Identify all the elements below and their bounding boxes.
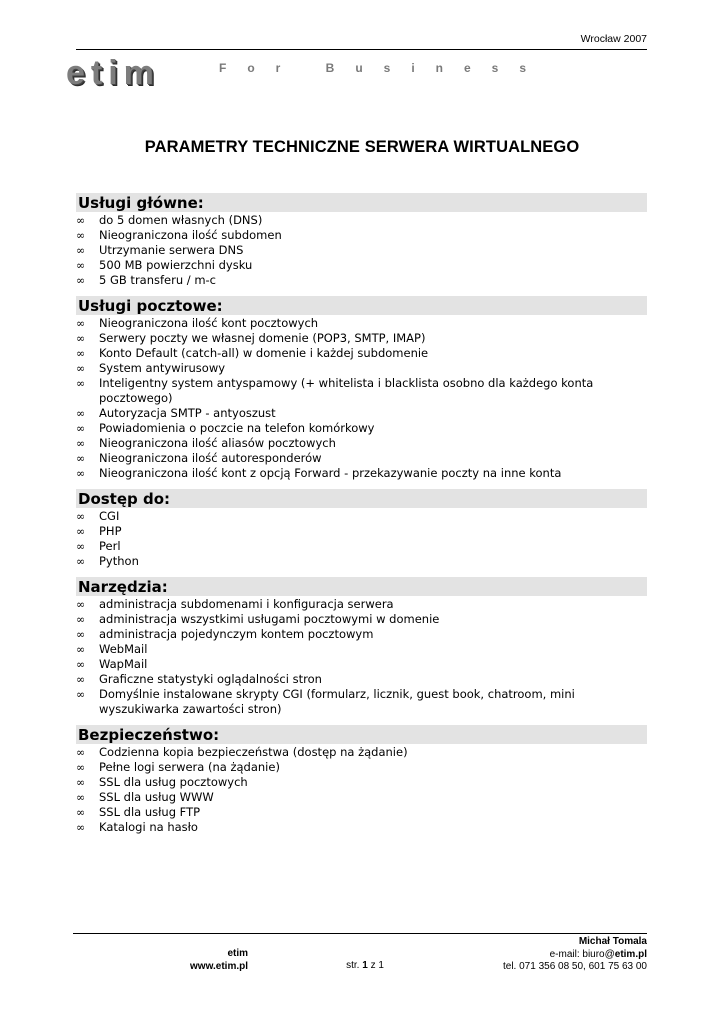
infinity-bullet-icon: ∞ <box>76 613 86 626</box>
page-title: PARAMETRY TECHNICZNE SERWERA WIRTUALNEGO <box>144 138 580 156</box>
list-item-text: PHP <box>99 524 122 538</box>
list-item <box>76 760 647 775</box>
page-of: z <box>370 960 376 971</box>
document-body <box>76 193 647 843</box>
infinity-bullet-icon: ∞ <box>76 229 86 242</box>
list-item-text: Domyślnie instalowane skrypty CGI (formularz, licznik, guest book, chatroom, mini wyszukiwarka zawartości stron) <box>99 687 575 716</box>
list-item <box>76 820 647 835</box>
page-date: Wrocław 2007 <box>580 33 647 45</box>
list-item-text: 5 GB transferu / m-c <box>99 273 216 287</box>
list-item <box>76 597 647 612</box>
infinity-bullet-icon: ∞ <box>76 377 86 390</box>
list-item-text: SSL dla usług FTP <box>99 805 201 819</box>
list-item-text: WapMail <box>99 657 148 671</box>
infinity-bullet-icon: ∞ <box>76 259 86 272</box>
list-item <box>76 672 647 687</box>
list-item <box>76 805 647 820</box>
section-heading: Dostęp do: <box>76 489 647 508</box>
list-item <box>76 657 647 672</box>
list-item <box>76 687 647 717</box>
infinity-bullet-icon: ∞ <box>76 525 86 538</box>
list-item-text: CGI <box>99 509 120 523</box>
list-item <box>76 376 647 406</box>
infinity-bullet-icon: ∞ <box>76 688 86 701</box>
infinity-bullet-icon: ∞ <box>76 407 86 420</box>
footer-company-block <box>165 948 248 973</box>
list-item <box>76 466 647 481</box>
contact-email-link[interactable] <box>503 949 647 962</box>
infinity-bullet-icon: ∞ <box>76 791 86 804</box>
section-security <box>76 725 647 835</box>
list-item <box>76 554 647 569</box>
item-list <box>76 509 647 569</box>
list-item-text: Python <box>99 554 139 568</box>
list-item-text: Nieograniczona ilość kont z opcją Forward - przekazywanie poczty na inne konta <box>99 466 562 480</box>
section-heading: Usługi pocztowe: <box>76 296 647 315</box>
list-item <box>76 346 647 361</box>
list-item-text: Nieograniczona ilość subdomen <box>99 228 282 242</box>
list-item-text: Serwery poczty we własnej domenie (POP3, SMTP, IMAP) <box>99 331 426 345</box>
page-current: 1 <box>362 960 368 971</box>
infinity-bullet-icon: ∞ <box>76 510 86 523</box>
etim-logo: etim <box>66 54 160 92</box>
list-item <box>76 421 647 436</box>
list-item-text: 500 MB powierzchni dysku <box>99 258 253 272</box>
infinity-bullet-icon: ∞ <box>76 761 86 774</box>
footer-website-link[interactable]: www.etim.pl <box>190 960 248 972</box>
infinity-bullet-icon: ∞ <box>76 467 86 480</box>
infinity-bullet-icon: ∞ <box>76 362 86 375</box>
contact-phone: tel. 071 356 08 50, 601 75 63 00 <box>502 961 647 972</box>
list-item-text: Nieograniczona ilość aliasów pocztowych <box>99 436 336 450</box>
list-item-text: SSL dla usług pocztowych <box>99 775 248 789</box>
infinity-bullet-icon: ∞ <box>76 598 86 611</box>
list-item <box>76 316 647 331</box>
section-heading: Narzędzia: <box>76 577 647 596</box>
infinity-bullet-icon: ∞ <box>76 806 86 819</box>
page-number <box>330 960 400 973</box>
list-item <box>76 228 647 243</box>
infinity-bullet-icon: ∞ <box>76 746 86 759</box>
list-item-text: Autoryzacja SMTP - antyoszust <box>99 406 276 420</box>
list-item <box>76 612 647 627</box>
infinity-bullet-icon: ∞ <box>76 643 86 656</box>
list-item <box>76 258 647 273</box>
section-tools <box>76 577 647 717</box>
list-item <box>76 627 647 642</box>
list-item-text: Codzienna kopia bezpieczeństwa (dostęp na żądanie) <box>99 745 408 759</box>
infinity-bullet-icon: ∞ <box>76 628 86 641</box>
logo-tagline: For Business <box>219 61 548 75</box>
section-access <box>76 489 647 569</box>
list-item-text: Inteligentny system antyspamowy (+ whitelista i blacklista osobno dla każdego konta pocztowego) <box>99 376 594 405</box>
footer-contact-block <box>503 936 647 974</box>
infinity-bullet-icon: ∞ <box>76 555 86 568</box>
list-item-text: Perl <box>99 539 121 553</box>
list-item-text: Konto Default (catch-all) w domenie i każdej subdomenie <box>99 346 429 360</box>
header-divider <box>76 49 647 50</box>
list-item <box>76 243 647 258</box>
list-item-text: administracja pojedynczym kontem pocztowym <box>99 627 374 641</box>
item-list <box>76 316 647 481</box>
infinity-bullet-icon: ∞ <box>76 274 86 287</box>
infinity-bullet-icon: ∞ <box>76 452 86 465</box>
infinity-bullet-icon: ∞ <box>76 347 86 360</box>
list-item <box>76 273 647 288</box>
email-domain: etim.pl <box>614 948 647 960</box>
list-item-text: Graficzne statystyki oglądalności stron <box>99 672 322 686</box>
list-item <box>76 331 647 346</box>
list-item <box>76 775 647 790</box>
list-item-text: Pełne logi serwera (na żądanie) <box>99 760 280 774</box>
item-list <box>76 597 647 717</box>
list-item-text: do 5 domen własnych (DNS) <box>99 213 263 227</box>
item-list <box>76 213 647 288</box>
infinity-bullet-icon: ∞ <box>76 658 86 671</box>
section-heading: Usługi główne: <box>76 193 647 212</box>
page-total: 1 <box>378 960 384 971</box>
list-item-text: System antywirusowy <box>99 361 226 375</box>
list-item-text: Utrzymanie serwera DNS <box>99 243 244 257</box>
infinity-bullet-icon: ∞ <box>76 673 86 686</box>
list-item-text: Nieograniczona ilość kont pocztowych <box>99 316 319 330</box>
footer-divider <box>73 933 647 934</box>
list-item <box>76 436 647 451</box>
list-item <box>76 642 647 657</box>
infinity-bullet-icon: ∞ <box>76 332 86 345</box>
list-item-text: Powiadomienia o poczcie na telefon komórkowy <box>99 421 375 435</box>
list-item-text: WebMail <box>99 642 148 656</box>
list-item <box>76 213 647 228</box>
infinity-bullet-icon: ∞ <box>76 317 86 330</box>
list-item <box>76 451 647 466</box>
list-item-text: Katalogi na hasło <box>99 820 198 834</box>
list-item <box>76 509 647 524</box>
list-item <box>76 790 647 805</box>
list-item <box>76 406 647 421</box>
list-item <box>76 539 647 554</box>
list-item-text: administracja subdomenami i konfiguracja serwera <box>99 597 394 611</box>
section-mail-services <box>76 296 647 481</box>
item-list <box>76 745 647 835</box>
list-item-text: administracja wszystkimi usługami pocztowymi w domenie <box>99 612 440 626</box>
infinity-bullet-icon: ∞ <box>76 437 86 450</box>
list-item <box>76 524 647 539</box>
footer-company: etim <box>227 948 248 959</box>
infinity-bullet-icon: ∞ <box>76 214 86 227</box>
list-item <box>76 361 647 376</box>
list-item-text: SSL dla usług WWW <box>99 790 214 804</box>
section-main-services <box>76 193 647 288</box>
contact-name: Michał Tomala <box>578 936 647 947</box>
infinity-bullet-icon: ∞ <box>76 776 86 789</box>
page-prefix: str. <box>346 960 360 971</box>
email-label: e-mail: biuro@ <box>549 948 615 960</box>
list-item <box>76 745 647 760</box>
infinity-bullet-icon: ∞ <box>76 244 86 257</box>
list-item-text: Nieograniczona ilość autoresponderów <box>99 451 322 465</box>
section-heading: Bezpieczeństwo: <box>76 725 647 744</box>
infinity-bullet-icon: ∞ <box>76 821 86 834</box>
infinity-bullet-icon: ∞ <box>76 422 86 435</box>
infinity-bullet-icon: ∞ <box>76 540 86 553</box>
